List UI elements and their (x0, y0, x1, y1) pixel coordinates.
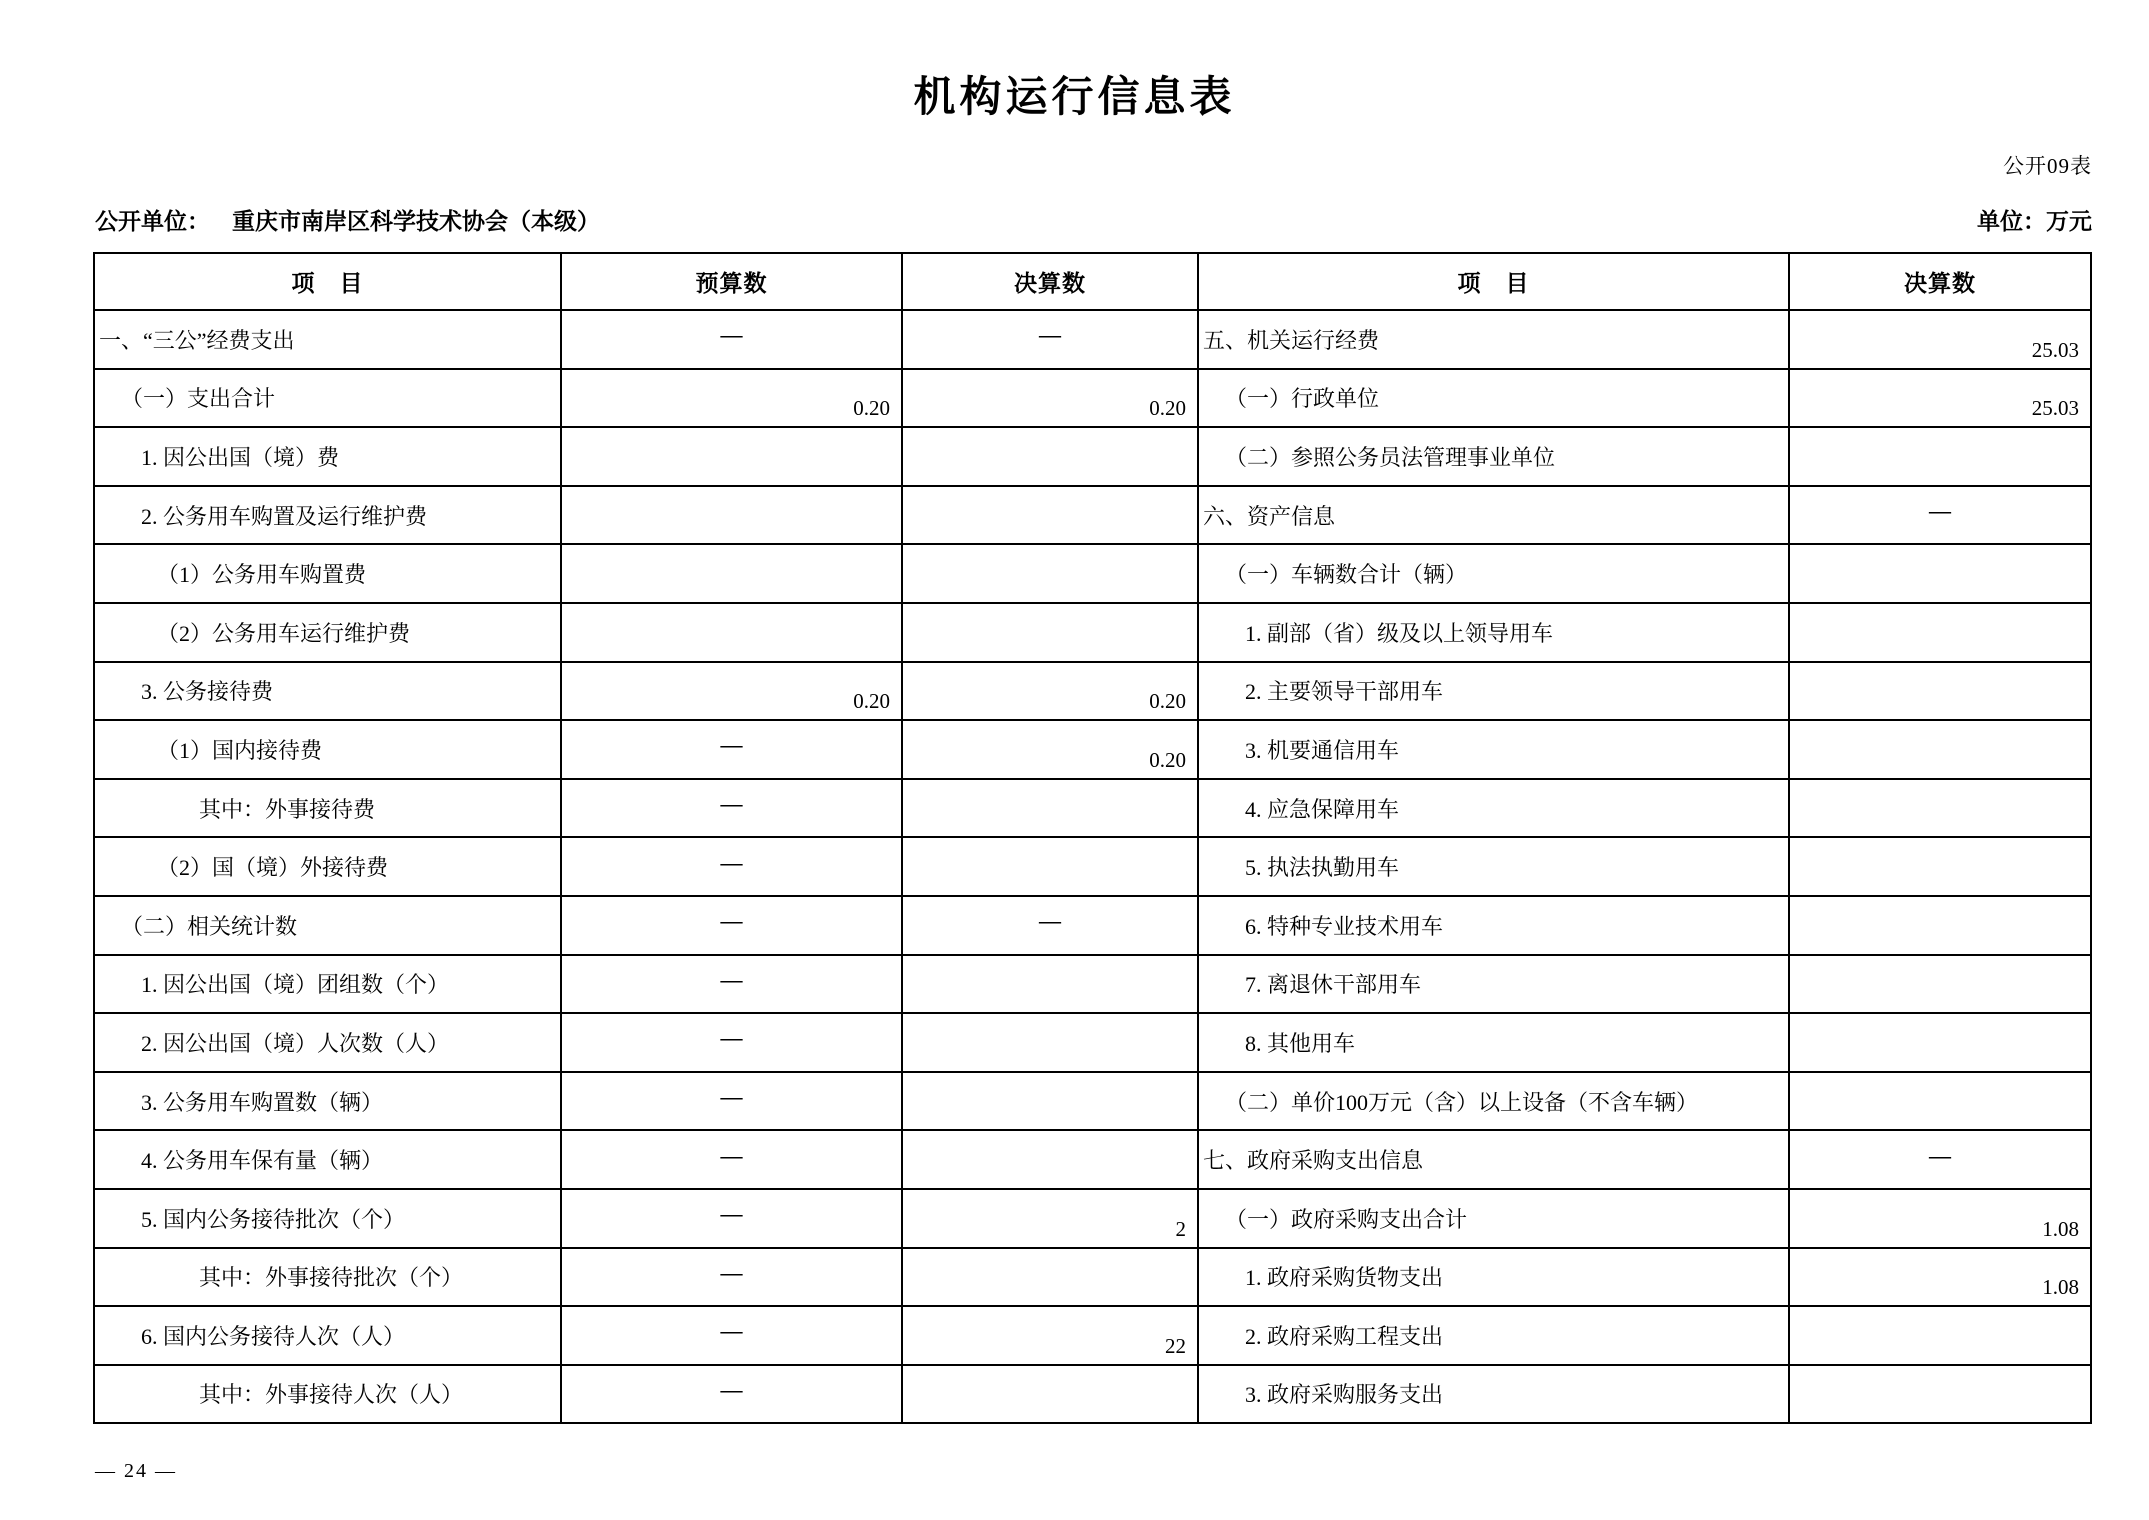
final-value-right (1790, 663, 2090, 720)
row-label-right: 五、机关运行经费 (1199, 311, 1788, 368)
row-label-right: 3. 政府采购服务支出 (1199, 1366, 1788, 1423)
row-label-right: （一）车辆数合计（辆） (1199, 545, 1788, 602)
row-label-right: 4. 应急保障用车 (1199, 780, 1788, 837)
row-label-left: 一、“三公”经费支出 (95, 311, 560, 368)
header-final-right: 决算数 (1790, 254, 2090, 309)
final-value-left (903, 1249, 1197, 1306)
row-label-left: 其中：外事接待费 (95, 780, 560, 837)
page-title: 机构运行信息表 (913, 73, 1236, 120)
final-value-left (903, 604, 1197, 661)
final-value-left: 2 (903, 1190, 1197, 1247)
budget-value: — (562, 780, 901, 837)
operation-info-table (93, 252, 2092, 1424)
final-value-right: 25.03 (1790, 370, 2090, 427)
final-value-left (903, 1073, 1197, 1130)
row-label-right: （二）参照公务员法管理事业单位 (1199, 428, 1788, 485)
row-label-right: 7. 离退休干部用车 (1199, 956, 1788, 1013)
final-value-right: 25.03 (1790, 311, 2090, 368)
budget-value: — (562, 1190, 901, 1247)
row-label-right: 2. 主要领导干部用车 (1199, 663, 1788, 720)
budget-value: 0.20 (562, 663, 901, 720)
final-value-left: 0.20 (903, 663, 1197, 720)
row-label-right: 6. 特种专业技术用车 (1199, 897, 1788, 954)
final-value-left (903, 487, 1197, 544)
final-value-left (903, 780, 1197, 837)
final-value-left (903, 545, 1197, 602)
final-value-left: — (903, 311, 1197, 368)
row-label-left: 1. 因公出国（境）费 (95, 428, 560, 485)
row-label-right: 5. 执法执勤用车 (1199, 838, 1788, 895)
final-value-right (1790, 838, 2090, 895)
row-label-left: 其中：外事接待批次（个） (95, 1249, 560, 1306)
row-label-left: 其中：外事接待人次（人） (95, 1366, 560, 1423)
publisher-name: 重庆市南岸区科学技术协会（本级） (232, 209, 600, 234)
budget-value: — (562, 1366, 901, 1423)
final-value-right: 1.08 (1790, 1249, 2090, 1306)
budget-value: — (562, 1073, 901, 1130)
currency-unit-note: 单位：万元 (1977, 209, 2092, 234)
budget-value: — (562, 1249, 901, 1306)
budget-value (562, 428, 901, 485)
budget-value (562, 604, 901, 661)
row-label-right: （一）行政单位 (1199, 370, 1788, 427)
final-value-left (903, 838, 1197, 895)
row-label-left: （1）国内接待费 (95, 721, 560, 778)
row-label-left: 3. 公务用车购置数（辆） (95, 1073, 560, 1130)
row-label-left: （二）相关统计数 (95, 897, 560, 954)
final-value-right: — (1790, 1131, 2090, 1188)
row-label-left: （1）公务用车购置费 (95, 545, 560, 602)
header-item-left: 项 目 (95, 254, 560, 309)
final-value-left (903, 1366, 1197, 1423)
form-code-label: 公开09表 (2003, 154, 2092, 178)
row-label-right: 1. 副部（省）级及以上领导用车 (1199, 604, 1788, 661)
final-value-left: — (903, 897, 1197, 954)
final-value-right (1790, 956, 2090, 1013)
header-item-right: 项 目 (1199, 254, 1788, 309)
final-value-right (1790, 1307, 2090, 1364)
budget-value: 0.20 (562, 370, 901, 427)
header-budget: 预算数 (562, 254, 901, 309)
info-line (95, 203, 2092, 236)
final-value-right (1790, 604, 2090, 661)
final-value-right (1790, 1014, 2090, 1071)
budget-value: — (562, 1307, 901, 1364)
final-value-right (1790, 428, 2090, 485)
row-label-left: 5. 国内公务接待批次（个） (95, 1190, 560, 1247)
final-value-left (903, 1014, 1197, 1071)
budget-value: — (562, 956, 901, 1013)
row-label-right: 六、资产信息 (1199, 487, 1788, 544)
final-value-left: 0.20 (903, 370, 1197, 427)
budget-value: — (562, 721, 901, 778)
publisher-line (95, 203, 600, 236)
final-value-right (1790, 780, 2090, 837)
budget-value: — (562, 1014, 901, 1071)
budget-value: — (562, 897, 901, 954)
row-label-left: （一）支出合计 (95, 370, 560, 427)
final-value-left (903, 956, 1197, 1013)
row-label-right: （一）政府采购支出合计 (1199, 1190, 1788, 1247)
row-label-left: 1. 因公出国（境）团组数（个） (95, 956, 560, 1013)
final-value-right: 1.08 (1790, 1190, 2090, 1247)
final-value-left: 0.20 (903, 721, 1197, 778)
budget-value: — (562, 838, 901, 895)
final-value-right (1790, 1073, 2090, 1130)
row-label-right: 七、政府采购支出信息 (1199, 1131, 1788, 1188)
final-value-left (903, 1131, 1197, 1188)
final-value-right (1790, 721, 2090, 778)
publisher-label: 公开单位： (95, 209, 210, 234)
budget-value: — (562, 1131, 901, 1188)
budget-value (562, 545, 901, 602)
row-label-left: 2. 公务用车购置及运行维护费 (95, 487, 560, 544)
row-label-left: 3. 公务接待费 (95, 663, 560, 720)
row-label-left: 6. 国内公务接待人次（人） (95, 1307, 560, 1364)
header-final-left: 决算数 (903, 254, 1197, 309)
final-value-right: — (1790, 487, 2090, 544)
budget-value: — (562, 311, 901, 368)
final-value-right (1790, 897, 2090, 954)
row-label-right: （二）单价100万元（含）以上设备（不含车辆） (1199, 1073, 1788, 1130)
final-value-right (1790, 545, 2090, 602)
final-value-right (1790, 1366, 2090, 1423)
final-value-left (903, 428, 1197, 485)
row-label-left: （2）国（境）外接待费 (95, 838, 560, 895)
final-value-left: 22 (903, 1307, 1197, 1364)
page-number: — 24 — (95, 1460, 177, 1482)
row-label-right: 1. 政府采购货物支出 (1199, 1249, 1788, 1306)
row-label-left: 2. 因公出国（境）人次数（人） (95, 1014, 560, 1071)
row-label-right: 2. 政府采购工程支出 (1199, 1307, 1788, 1364)
row-label-right: 8. 其他用车 (1199, 1014, 1788, 1071)
row-label-left: 4. 公务用车保有量（辆） (95, 1131, 560, 1188)
budget-value (562, 487, 901, 544)
row-label-right: 3. 机要通信用车 (1199, 721, 1788, 778)
row-label-left: （2）公务用车运行维护费 (95, 604, 560, 661)
